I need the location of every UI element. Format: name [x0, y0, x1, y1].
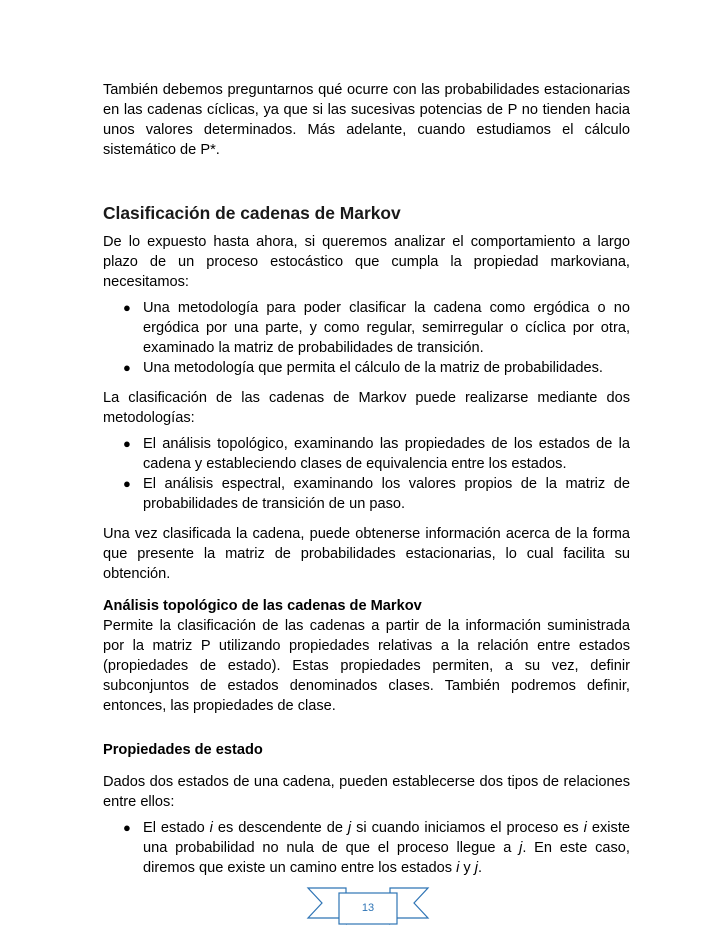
page-footer — [306, 880, 430, 930]
text-run: existe una probabilidad no nula de que el proceso llegue a — [143, 820, 630, 856]
bullet-icon: ● — [123, 820, 131, 835]
section-heading-propiedades-estado: Propiedades de estado — [103, 742, 263, 758]
page-number: 13 — [361, 902, 375, 914]
bullet-icon: ● — [123, 360, 131, 375]
list-item-text: Una metodología para poder clasificar la cadena como ergódica o no ergódica por una parte, y como regular, semirregular o cíclica por otra, examinado la matriz de probabilidades de transición. — [143, 300, 630, 356]
list-item — [103, 434, 630, 474]
bullet-icon: ● — [123, 300, 131, 315]
paragraph-relaciones: Dados dos estados de una cadena, pueden establecerse dos tipos de relaciones entre ellos: — [103, 774, 630, 810]
list-item-text: Una metodología que permita el cálculo de la matriz de probabilidades. — [143, 360, 603, 376]
list-item-text — [143, 820, 630, 876]
list-item-text: El análisis topológico, examinando las propiedades de los estados de la cadena y estableciendo clases de equivalencia entre los estados. — [143, 436, 630, 472]
document-page — [103, 80, 630, 888]
paragraph-metodologias: La clasificación de las cadenas de Markov puede realizarse mediante dos metodologías: — [103, 390, 630, 426]
text-run: si cuando iniciamos el proceso es — [351, 820, 584, 836]
italic-var: j — [347, 820, 352, 836]
italic-var: i — [583, 820, 587, 836]
list-relaciones — [103, 818, 630, 878]
bullet-icon: ● — [123, 476, 131, 491]
paragraph-clasificada: Una vez clasificada la cadena, puede obtenerse información acerca de la forma que presente la matriz de probabilidades estacionarias, lo cual facilita su obtención. — [103, 526, 630, 582]
italic-var: j — [519, 840, 523, 856]
section-heading-analisis-topologico: Análisis topológico de las cadenas de Markov — [103, 598, 422, 614]
italic-var: i — [456, 860, 460, 876]
list-item — [103, 298, 630, 358]
text-run: . En este caso, diremos que existe un camino entre los estados — [143, 840, 630, 876]
paragraph-analisis-topologico: Permite la clasificación de las cadenas a partir de la información suministrada por la matriz P utilizando propiedades relativas a la relación entre estados (propiedades de estado). Estas propiedades permiten, a su vez, definir subconjuntos de estados denominados clases. También podremos definir, entonces, las propiedades de clase. — [103, 618, 630, 714]
list-item-text: El análisis espectral, examinando los valores propios de la matriz de probabilidades de transición de un paso. — [143, 476, 630, 512]
list-item — [103, 474, 630, 514]
bullet-icon: ● — [123, 436, 131, 451]
list-item — [103, 818, 630, 878]
section-heading-clasificacion: Clasificación de cadenas de Markov — [103, 203, 401, 223]
intro-paragraph: También debemos preguntarnos qué ocurre con las probabilidades estacionarias en las cadenas cíclicas, ya que si las sucesivas potencias de P no tienden hacia unos valores determinados. Más adelante, cuando estudiamos el cálculo sistemático de P*. — [103, 82, 630, 158]
text-run: . — [478, 860, 483, 876]
text-run: es descendente de — [212, 820, 348, 836]
list-analisis — [103, 434, 630, 514]
list-item — [103, 358, 630, 378]
list-metodologias — [103, 298, 630, 378]
paragraph-necesitamos: De lo expuesto hasta ahora, si queremos analizar el comportamiento a largo plazo de un proceso estocástico que cumpla la propiedad markoviana, necesitamos: — [103, 234, 630, 290]
text-run: El estado — [143, 820, 210, 836]
italic-var: i — [209, 820, 213, 836]
text-run: y — [459, 860, 475, 876]
italic-var: j — [474, 860, 479, 876]
